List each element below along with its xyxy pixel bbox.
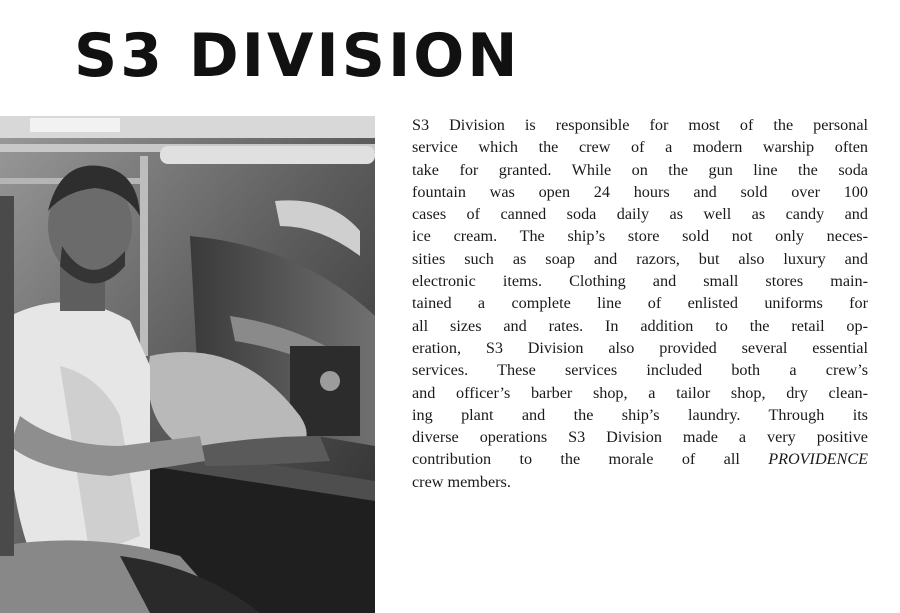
article-line: all sizes and rates. In addition to the retail op- [412, 316, 868, 335]
article-line: S3 Division is responsible for most of the personal [412, 116, 868, 134]
article-line: sities such as soap and razors, but also luxury and [412, 249, 868, 268]
page-title: S3 DIVISION [74, 21, 521, 91]
article-line: tained a complete line of enlisted uniforms for [412, 294, 868, 313]
article-line: fountain was open 24 hours and sold over 100 [412, 182, 868, 201]
article-line-ship [412, 448, 868, 470]
ship-name: PROVIDENCE [768, 450, 869, 469]
article-line: service which the crew of a modern warship often [412, 138, 868, 157]
article-line: take for granted. While on the gun line the soda [412, 160, 868, 179]
article-line: cases of canned soda daily as well as candy and [412, 205, 868, 224]
article-line: ing plant and the ship’s laundry. Through its [412, 405, 868, 424]
article-line: diverse operations S3 Division made a very positive [412, 428, 868, 447]
article-line-prefix: contribution to the morale of all [412, 450, 740, 469]
article-body [412, 114, 868, 493]
article-line-closing: crew members. [412, 472, 511, 491]
article-line: and officer’s barber shop, a tailor shop, dry clean- [412, 383, 868, 402]
article-line: ice cream. The ship’s store sold not only neces- [412, 227, 868, 246]
article-line: electronic items. Clothing and small stores main- [412, 272, 868, 291]
laundry-worker-photo [0, 116, 375, 613]
article-line: services. These services included both a crew’s [412, 361, 868, 380]
article-line: eration, S3 Division also provided several essential [412, 338, 868, 357]
